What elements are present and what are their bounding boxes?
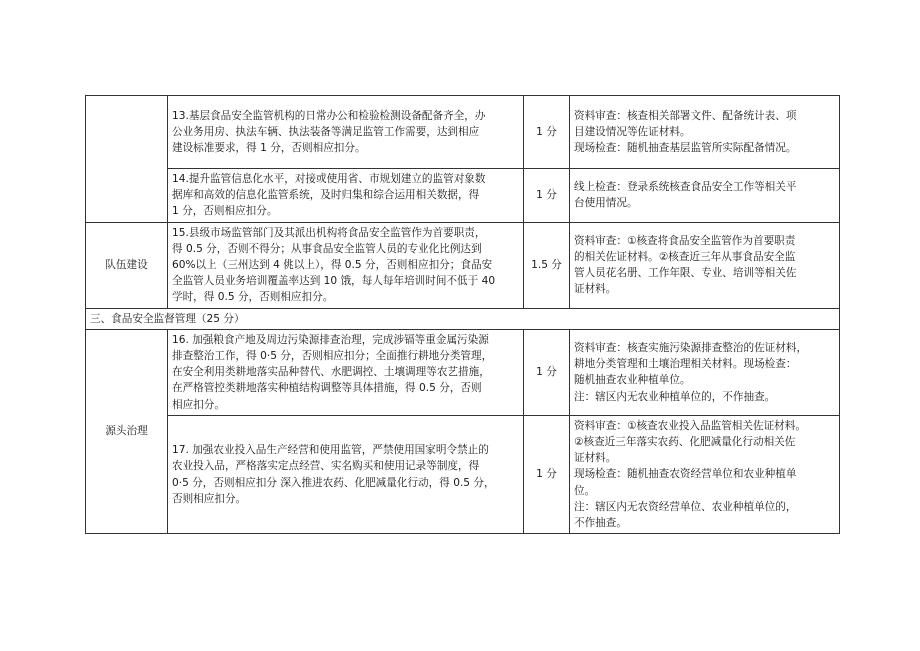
item-text-line: 排查整治工作，得 0·5 分，否则相应扣分；全面推行耕地分类管理， [172,350,493,363]
method-cell [570,329,840,415]
table-row [86,169,840,223]
method-text-line: 管人员花名册、工作年限、专业、培训等相关佐 [574,267,797,280]
method-text-line: 注：辖区内无农业种植单位的，不作抽查。 [574,390,776,403]
score-cell: 1 分 [524,329,570,415]
item-cell [168,169,524,223]
item-text-line: 建设标准要求，得 1 分，否则相应扣分。 [172,142,366,155]
method-text-line: 证材料。 [574,452,617,465]
method-text-line: 耕地分类管理和土壤治理相关材料。现场检查： [574,358,797,371]
method-text-line: 资料审查：核查实施污染源排查整治的佐证材料， [574,341,808,354]
item-text-line: 14.提升监管信息化水平，对接或使用省、市规划建立的监管对象数 [172,173,486,185]
method-text-line: 线上检查：登录系统核查食品安全工作等相关平 [574,181,797,194]
method-text-line: 台使用情况。 [574,197,638,210]
item-text-line: 农业投入品，严格落实定点经营、实名购买和使用记录等制度，得 [172,460,480,473]
item-cell [168,222,524,308]
method-text-line: 目建设情况等佐证材料。 [574,125,691,138]
item-text-line: 1 分，否则相应扣分。 [172,205,278,218]
category-cell-continued [86,96,168,223]
table-row [86,96,840,169]
category-cell: 队伍建设 [86,222,168,308]
score-cell: 1 分 [524,96,570,169]
table-row [86,329,840,415]
method-cell [570,96,840,169]
method-text-line: 现场检查：随机抽查农资经营单位和农业种植单 [574,468,797,481]
category-cell: 源头治理 [86,329,168,533]
method-text-line: 随机抽查农业种植单位。 [574,374,691,387]
method-text-line: ②核查近三年落实农药、化肥减量化行动相关佐 [574,436,796,449]
method-text-line: 资料审查：①核查农业投入品监管相关佐证材料。 [574,419,806,432]
item-text-line: 0·5 分，否则相应扣分 深入推进农药、化肥减量化行动，得 0.5 分， [172,476,495,489]
item-text-line: 17. 加强农业投入品生产经营和使用监管，严禁使用国家明令禁止的 [172,444,489,457]
score-cell: 1.5 分 [524,222,570,308]
method-text-line: 资料审查：核查相关部署文件、配备统计表、项 [574,109,797,122]
method-text-line: 注：辖区内无农资经营单位、农业种植单位的， [574,500,797,513]
item-cell [168,415,524,533]
method-cell [570,415,840,533]
item-text-line: 60%以上（三州达到 4 佻以上），得 0.5 分，否则相应扣分；食品安 [172,259,493,272]
item-text-line: 全监管人员业务培训覆盖率达到 10 饿，每人每年培训时间不低于 40 [172,275,496,288]
assessment-table [85,95,840,534]
section-title: 三、食品安全监督管理（25 分） [86,308,840,329]
method-text-line: 的相关佐证材料。②核查近三年从事食品安全监 [574,250,796,263]
item-text-line: 得 0.5 分，否则不得分；从事食品安全监管人员的专业化比例达到 [172,242,482,255]
item-text-line: 据库和高效的信息化监管系统，及时归集和综合运用相关数据，得 [172,189,480,202]
method-text-line: 资料审查：①核查将食品安全监管作为首要职责 [574,234,796,247]
item-text-line: 公业务用房、执法车辆、执法装备等满足监管工作需要，达到相应 [172,125,480,138]
table-row [86,415,840,533]
item-text-line: 相应扣分。 [172,398,225,411]
item-text-line: 在严格管控类耕地落实种植结构调整等具体措施，得 0.5 分，否则 [172,382,482,395]
method-text-line: 现场检查：随机抽查基层监管所实际配备情况。 [574,142,797,155]
method-text-line: 证材料。 [574,283,617,296]
method-text-line: 不作抽查。 [574,517,627,530]
table-row [86,222,840,308]
item-text-line: 15.县级市场监管部门及其派出机构将食品安全监管作为首要职责， [172,226,486,239]
section-header-row [86,308,840,329]
method-cell [570,169,840,223]
score-cell: 1 分 [524,169,570,223]
item-text-line: 13.基层食品安全监管机构的日常办公和检验检测设备配备齐全，办 [172,109,486,122]
item-text-line: 在安全利用类耕地落实品种替代、水肥调控、土壤调理等农艺措施， [172,366,490,379]
method-text-line: 位。 [574,484,596,497]
item-cell [168,96,524,169]
item-text-line: 16. 加强粮食产地及周边污染源排查治理，完成涉镉等重金属污染源 [172,333,489,346]
item-text-line: 学时，得 0.5 分，否则相应扣分。 [172,291,334,304]
item-cell [168,329,524,415]
method-cell [570,222,840,308]
item-text-line: 否则相应扣分。 [172,492,247,505]
score-cell: 1 分 [524,415,570,533]
